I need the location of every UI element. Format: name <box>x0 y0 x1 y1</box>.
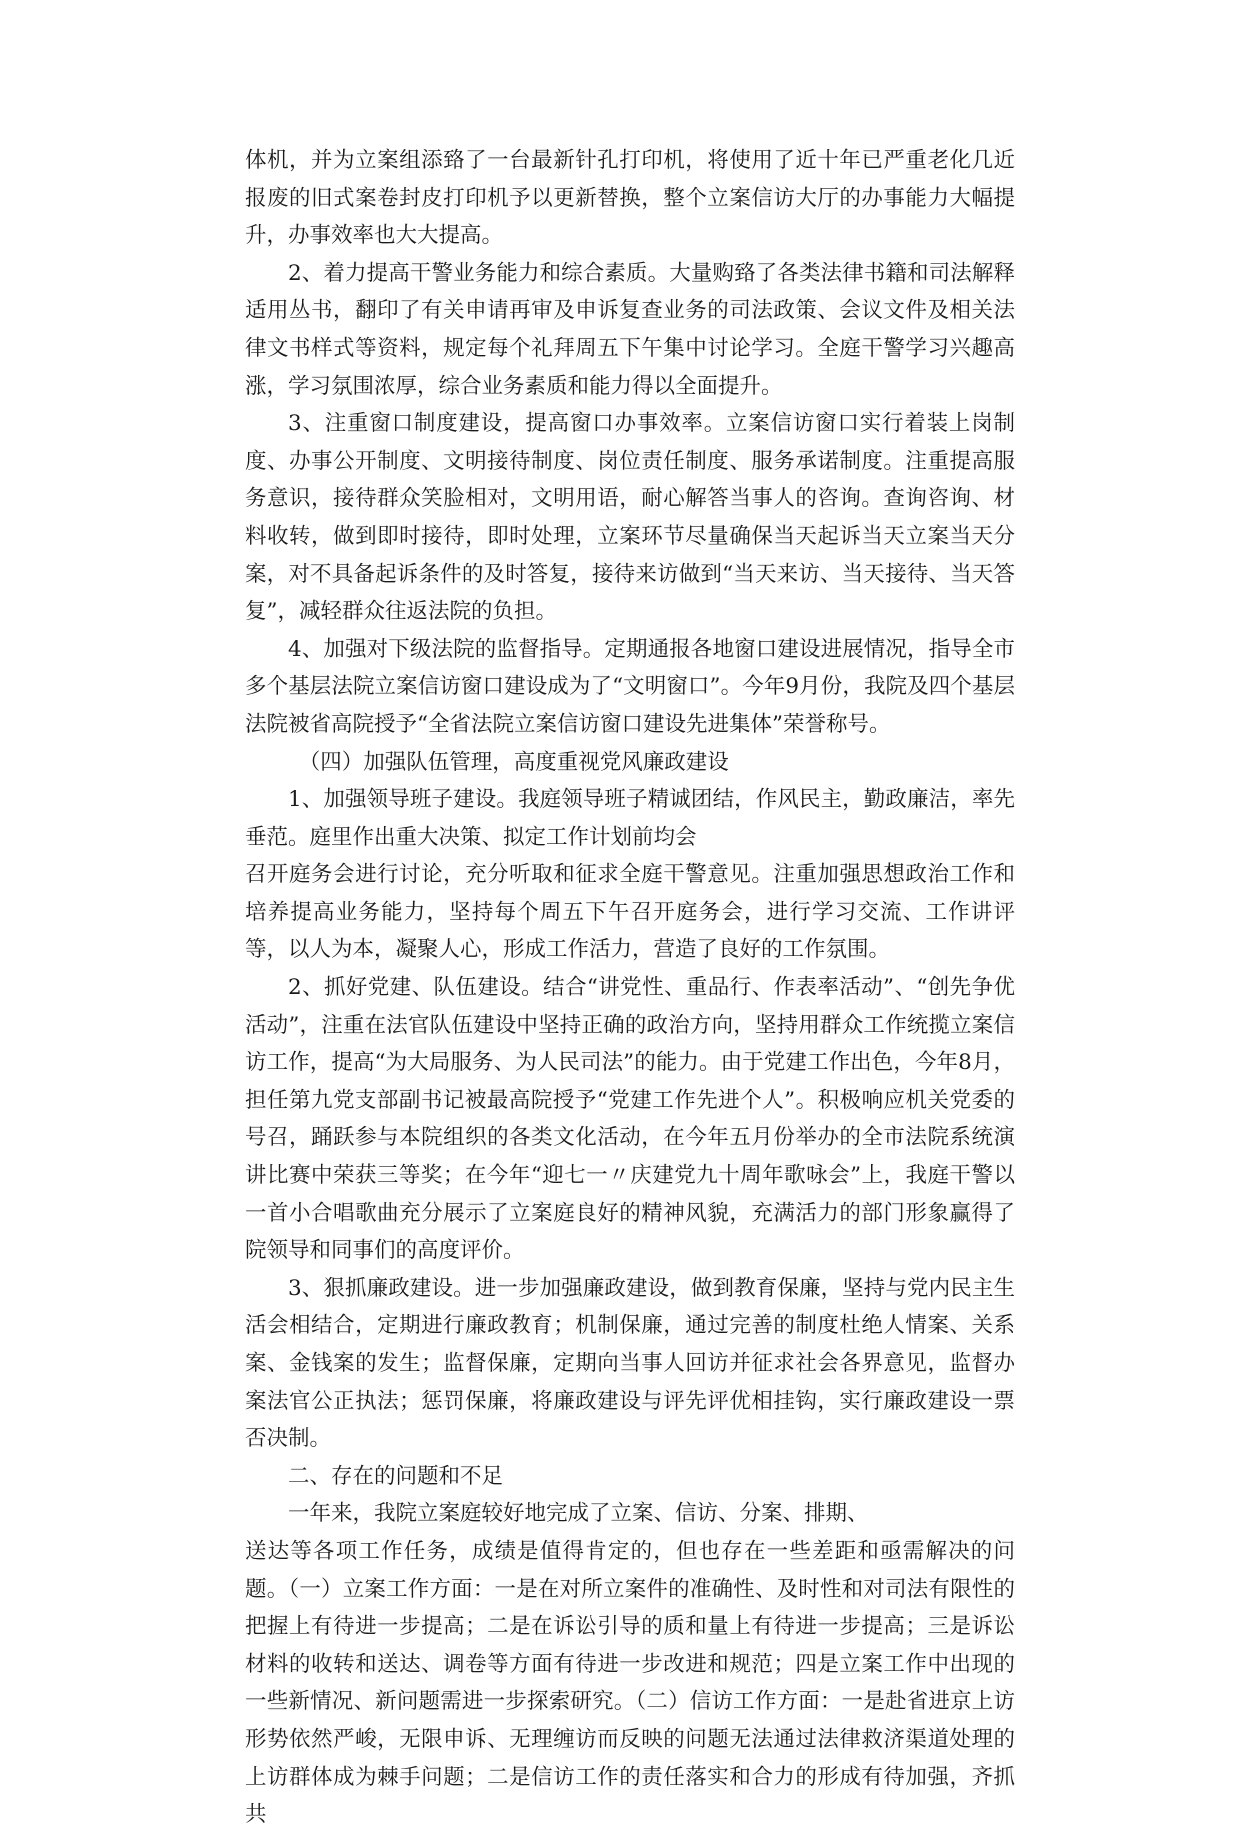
section-heading-4: （四）加强队伍管理，高度重视党风廉政建设 <box>298 749 729 775</box>
paragraph-4: 4、加强对下级法院的监督指导。定期通报各地窗口建设进展情况，指导全市多个基层法院立案信访窗口建设成为了“文明窗口”。今年9月份，我院及四个基层法院被省高院授予“全省法院立案信访窗口建设先进集体”荣誉称号。 <box>245 636 1015 737</box>
document-body <box>245 142 1015 1834</box>
paragraph-9: 3、狠抓廉政建设。进一步加强廉政建设，做到教育保廉，坚持与党内民主生活会相结合，定期进行廉政教育；机制保廉，通过完善的制度杜绝人情案、关系案、金钱案的发生；监督保廉，定期向当事人回访并征求社会各界意见，监督办案法官公正执法；惩罚保廉，将廉政建设与评先评优相挂钩，实行廉政建设一票否决制。 <box>245 1275 1015 1452</box>
paragraph-2: 2、着力提高干警业务能力和综合素质。大量购臵了各类法律书籍和司法解释适用丛书，翻印了有关申请再审及申诉复查业务的司法政策、会议文件及相关法律文书样式等资料，规定每个礼拜周五下午集中讨论学习。全庭干警学习兴趣高涨，学习氛围浓厚，综合业务素质和能力得以全面提升。 <box>245 260 1015 399</box>
paragraph-7: 召开庭务会进行讨论，充分听取和征求全庭干警意见。注重加强思想政治工作和培养提高业务能力，坚持每个周五下午召开庭务会，进行学习交流、工作讲评等，以人为本，凝聚人心，形成工作活力，营造了良好的工作氛围。 <box>245 862 1015 963</box>
section-heading-problems: 二、存在的问题和不足 <box>288 1463 504 1489</box>
paragraph-11: 一年来，我院立案庭较好地完成了立案、信访、分案、排期、 <box>288 1501 869 1527</box>
paragraph-1: 体机，并为立案组添臵了一台最新针孔打印机，将使用了近十年已严重老化几近报废的旧式案卷封皮打印机予以更新替换，整个立案信访大厅的办事能力大幅提升，办事效率也大大提高。 <box>245 148 1015 249</box>
paragraph-12: 送达等各项工作任务，成绩是值得肯定的，但也存在一些差距和亟需解决的问题。（一）立案工作方面：一是在对所立案件的准确性、及时性和对司法有限性的把握上有待进一步提高；二是在诉讼引导的质和量上有待进一步提高；三是诉讼材料的收转和送达、调卷等方面有待进一步改进和规范；四是立案工作中出现的一些新情况、新问题需进一步探索研究。（二）信访工作方面：一是赴省进京上访形势依然严峻，无限申诉、无理缠访而反映的问题无法通过法律救济渠道处理的上访群体成为棘手问题；二是信访工作的责任落实和合力的形成有待加强，齐抓共 <box>245 1538 1015 1828</box>
paragraph-6: 1、加强领导班子建设。我庭领导班子精诚团结，作风民主，勤政廉洁，率先垂范。庭里作出重大决策、拟定工作计划前均会 <box>245 787 1015 850</box>
paragraph-8: 2、抓好党建、队伍建设。结合“讲党性、重品行、作表率活动”、“创先争优活动”，注重在法官队伍建设中坚持正确的政治方向，坚持用群众工作统揽立案信访工作，提高“为大局服务、为人民司法”的能力。由于党建工作出色，今年8月，担任第九党支部副书记被最高院授予“党建工作先进个人”。积极响应机关党委的号召，踊跃参与本院组织的各类文化活动，在今年五月份举办的全市法院系统演讲比赛中荣获三等奖；在今年“迎七一〃庆建党九十周年歌咏会”上，我庭干警以一首小合唱歌曲充分展示了立案庭良好的精神风貌，充满活力的部门形象赢得了院领导和同事们的高度评价。 <box>245 975 1015 1264</box>
paragraph-3: 3、注重窗口制度建设，提高窗口办事效率。立案信访窗口实行着装上岗制度、办事公开制度、文明接待制度、岗位责任制度、服务承诺制度。注重提高服务意识，接待群众笑脸相对，文明用语，耐心解答当事人的咨询。查询咨询、材料收转，做到即时接待，即时处理，立案环节尽量确保当天起诉当天立案当天分案，对不具备起诉条件的及时答复，接待来访做到“当天来访、当天接待、当天答复”，减轻群众往返法院的负担。 <box>245 411 1015 625</box>
